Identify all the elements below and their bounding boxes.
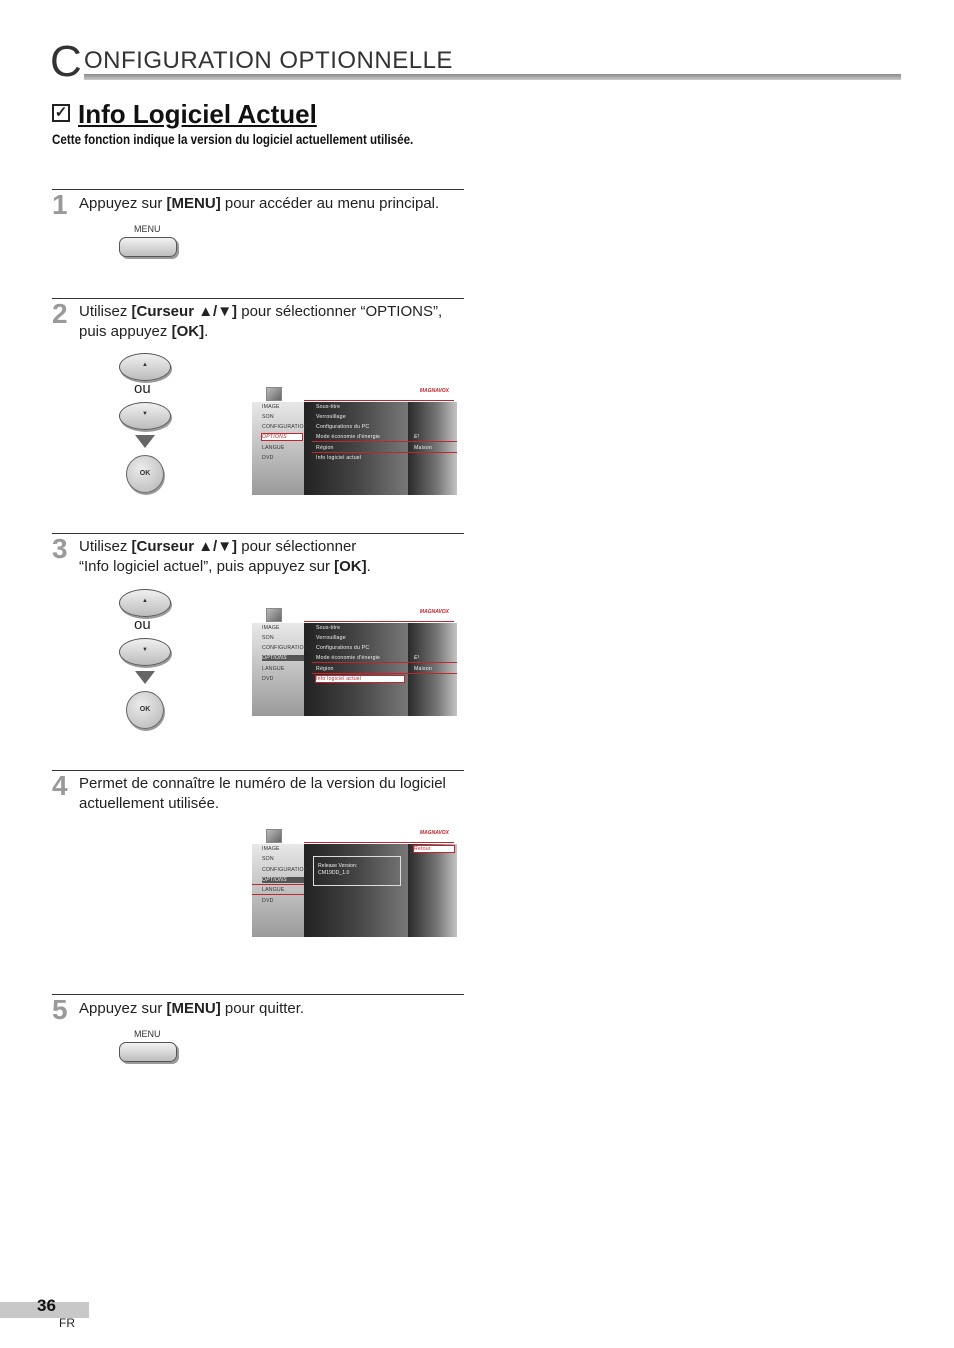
menu-icon: [266, 387, 282, 401]
ok-button[interactable]: OK: [126, 455, 164, 493]
release-label: Release Version:: [318, 863, 358, 869]
step-text: Utilisez [Curseur ▲/▼] pour sélectionner “Info logiciel actuel”, puis appuyez sur [OK].: [79, 538, 371, 575]
menu-item-selected[interactable]: OPTIONS: [262, 877, 304, 883]
menu-item[interactable]: DVD: [262, 898, 274, 904]
menu-item[interactable]: CONFIGURATION: [262, 867, 308, 873]
menu-item-selected[interactable]: OPTIONS: [262, 655, 304, 661]
menu-item[interactable]: DVD: [262, 676, 274, 682]
menu-item[interactable]: IMAGE: [262, 404, 280, 410]
menu-item[interactable]: IMAGE: [262, 625, 280, 631]
step-divider: [52, 770, 464, 771]
step-number: 4: [52, 770, 68, 801]
submenu-item[interactable]: Sous-titre: [316, 404, 341, 410]
arrow-down-icon: [135, 671, 155, 684]
submenu-item[interactable]: Région: [316, 445, 334, 451]
step-number: 2: [52, 298, 68, 329]
header-rule: [84, 74, 901, 80]
step-number: 3: [52, 533, 68, 564]
page-number: 36: [37, 1296, 56, 1315]
menu-item[interactable]: CONFIGURATION: [262, 424, 308, 430]
setting-value: E!: [414, 655, 420, 661]
tv-menu-screen: [252, 384, 457, 495]
section-title: Info Logiciel Actuel: [78, 99, 317, 129]
brand-logo: MAGNAVOX: [419, 830, 449, 836]
menu-label: MENU: [134, 1029, 161, 1039]
menu-item[interactable]: SON: [262, 635, 274, 641]
intro-text: Cette fonction indique la version du logiciel actuellement utilisée.: [52, 132, 414, 147]
menu-icon: [266, 829, 282, 843]
cursor-down-button[interactable]: ▼: [119, 638, 171, 666]
submenu-item[interactable]: Verrouillage: [316, 414, 346, 420]
step-text: Appuyez sur [MENU] pour accéder au menu principal.: [79, 195, 440, 212]
retour-button[interactable]: Retour: [414, 846, 454, 852]
or-label: ou: [134, 380, 151, 397]
brand-logo: MAGNAVOX: [419, 388, 449, 394]
cursor-down-button[interactable]: ▼: [119, 402, 171, 430]
header-title: ONFIGURATION OPTIONNELLE: [84, 47, 453, 74]
menu-item[interactable]: SON: [262, 856, 274, 862]
checkbox-icon: ✓: [52, 104, 70, 122]
menu-icon: [266, 608, 282, 622]
menu-item[interactable]: LANGUE: [262, 887, 285, 893]
page-language: FR: [59, 1316, 75, 1330]
menu-button[interactable]: [119, 1042, 177, 1062]
submenu-item[interactable]: Verrouillage: [316, 635, 346, 641]
brand-logo: MAGNAVOX: [419, 609, 449, 615]
ok-button[interactable]: OK: [126, 691, 164, 729]
step-divider: [52, 189, 464, 190]
setting-value: Maison: [414, 445, 432, 451]
tv-menu-screen: [252, 826, 457, 937]
step-number: 5: [52, 994, 68, 1025]
release-version: CM19DD_1.0: [318, 870, 350, 876]
or-label: ou: [134, 616, 151, 633]
arrow-down-icon: [135, 435, 155, 448]
tv-menu-screen: [252, 605, 457, 716]
cursor-up-button[interactable]: ▲: [119, 589, 171, 617]
menu-item[interactable]: LANGUE: [262, 666, 285, 672]
step-divider: [52, 994, 464, 995]
submenu-item[interactable]: Mode économie d'énergie: [316, 655, 381, 661]
submenu-item[interactable]: Configurations du PC: [316, 645, 370, 651]
submenu-item[interactable]: Info logiciel actuel: [316, 455, 362, 461]
menu-item[interactable]: LANGUE: [262, 445, 285, 451]
step-text: Permet de connaître le numéro de la version du logiciel actuellement utilisée.: [79, 775, 446, 812]
submenu-item[interactable]: Région: [316, 666, 334, 672]
menu-item[interactable]: IMAGE: [262, 846, 280, 852]
setting-value: E!: [414, 434, 420, 440]
submenu-item[interactable]: Sous-titre: [316, 625, 341, 631]
step-number: 1: [52, 189, 68, 220]
header-initial: C: [50, 37, 82, 86]
menu-item[interactable]: DVD: [262, 455, 274, 461]
menu-item-selected[interactable]: OPTIONS: [262, 434, 302, 440]
menu-item[interactable]: SON: [262, 414, 274, 420]
menu-label: MENU: [134, 224, 161, 234]
menu-item[interactable]: CONFIGURATION: [262, 645, 308, 651]
release-info-box: [313, 856, 401, 886]
step-text: Appuyez sur [MENU] pour quitter.: [79, 1000, 305, 1017]
menu-button[interactable]: [119, 237, 177, 257]
step-divider: [52, 298, 464, 299]
step-text: Utilisez [Curseur ▲/▼] pour sélectionner “OPTIONS”, puis appuyez [OK].: [79, 303, 443, 340]
submenu-item[interactable]: Configurations du PC: [316, 424, 370, 430]
step-divider: [52, 533, 464, 534]
setting-value: Maison: [414, 666, 432, 672]
cursor-up-button[interactable]: ▲: [119, 353, 171, 381]
submenu-item-selected[interactable]: Info logiciel actuel: [316, 676, 404, 682]
submenu-item[interactable]: Mode économie d'énergie: [316, 434, 381, 440]
